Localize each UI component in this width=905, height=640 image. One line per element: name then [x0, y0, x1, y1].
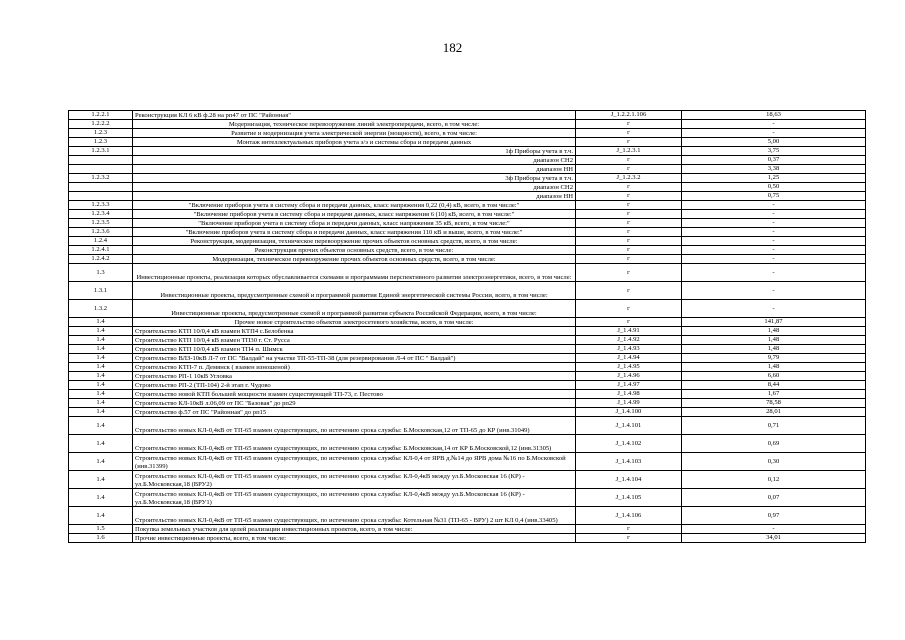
row-value: 28,01 — [682, 408, 866, 417]
row-unit: J_1.2.3.1 — [576, 147, 682, 156]
row-code — [69, 165, 133, 174]
table-row — [69, 219, 866, 228]
row-value: 0,71 — [682, 417, 866, 435]
row-value: - — [682, 129, 866, 138]
row-code: 1.4 — [69, 327, 133, 336]
row-code: 1.4 — [69, 399, 133, 408]
table-row — [69, 336, 866, 345]
row-value: 0,37 — [682, 156, 866, 165]
row-value: - — [682, 120, 866, 129]
row-name: Строительство новых КЛ-0,4кВ от ТП-65 взамен существующих, по истечению срока службы: Б.Московская,12 от ТП-65 до КР (инв.31049) — [133, 417, 576, 435]
row-name: диапазон НН — [133, 165, 576, 174]
row-name: Покупка земельных участков для целей реализации инвестиционных проектов, всего, в том числе: — [133, 525, 576, 534]
table-row — [69, 237, 866, 246]
row-name: Монтаж интеллектуальных приборов учета э/э и системы сбора и передачи данных — [133, 138, 576, 147]
row-unit: г — [576, 201, 682, 210]
row-value: - — [682, 300, 866, 318]
row-unit: г — [576, 255, 682, 264]
table-row — [69, 453, 866, 471]
row-value: - — [682, 246, 866, 255]
table-row — [69, 471, 866, 489]
row-name: Модернизация, техническое перевооружение линий электропередачи, всего, в том числе: — [133, 120, 576, 129]
table-row — [69, 507, 866, 525]
table-row — [69, 381, 866, 390]
row-code: 1.2.2.2 — [69, 120, 133, 129]
row-value: - — [682, 210, 866, 219]
row-unit: г — [576, 237, 682, 246]
row-value: 1,48 — [682, 336, 866, 345]
row-unit: J_1.4.98 — [576, 390, 682, 399]
row-unit: г — [576, 138, 682, 147]
table-row — [69, 408, 866, 417]
row-value: - — [682, 525, 866, 534]
row-name: Строительство КТП-7 п. Демянск ( взамен изношеной) — [133, 363, 576, 372]
investment-table — [68, 110, 866, 543]
row-name: диапазон СН2 — [133, 156, 576, 165]
row-name: Строительство новых КЛ-0,4кВ от ТП-65 взамен существующих, по истечению срока службы: Б.Московская,14 от КР Б.Московской,12 (инв.31305) — [133, 435, 576, 453]
row-unit: J_1.4.95 — [576, 363, 682, 372]
table-row — [69, 246, 866, 255]
table-row — [69, 201, 866, 210]
row-code: 1.2.3.6 — [69, 228, 133, 237]
row-unit: г — [576, 534, 682, 543]
row-code: 1.4 — [69, 363, 133, 372]
row-name: диапазон НН — [133, 192, 576, 201]
table-row — [69, 174, 866, 183]
table-row — [69, 435, 866, 453]
row-code: 1.6 — [69, 534, 133, 543]
row-name: Строительство новых КЛ-0,4кВ от ТП-65 взамен существующих, по истечению срока службы: КЛ-0,4кВ между ул.Б.Московская 16 (КР) - ул.Б.Московская,18 (ВРУ2) — [133, 471, 576, 489]
row-name: Развитие и модернизация учета электрической энергии (мощности), всего, в том числе: — [133, 129, 576, 138]
row-value: 141,87 — [682, 318, 866, 327]
row-name: 3ф Приборы учета в т.ч. — [133, 174, 576, 183]
row-unit: г — [576, 282, 682, 300]
row-name: Строительство РП-1 10кВ Угловка — [133, 372, 576, 381]
row-value: 0,50 — [682, 183, 866, 192]
row-code: 1.4 — [69, 336, 133, 345]
row-code: 1.2.4.2 — [69, 255, 133, 264]
row-value: 0,97 — [682, 507, 866, 525]
row-value: 1,48 — [682, 363, 866, 372]
row-code: 1.2.4 — [69, 237, 133, 246]
table-row — [69, 390, 866, 399]
row-unit: г — [576, 210, 682, 219]
row-code: 1.2.3 — [69, 129, 133, 138]
row-code: 1.3 — [69, 264, 133, 282]
table-row — [69, 354, 866, 363]
row-value: 0,75 — [682, 192, 866, 201]
row-name: Инвестиционные проекты, реализация которых обуславливается схемами и программами перспективного развития электроэнергетики, всего, в том числе: — [133, 264, 576, 282]
row-code: 1.4 — [69, 417, 133, 435]
table-row — [69, 210, 866, 219]
table-row — [69, 165, 866, 174]
row-value: - — [682, 219, 866, 228]
row-name: диапазон СН2 — [133, 183, 576, 192]
row-code — [69, 156, 133, 165]
row-code: 1.4 — [69, 318, 133, 327]
row-value: 9,79 — [682, 354, 866, 363]
row-unit: г — [576, 129, 682, 138]
table-row — [69, 318, 866, 327]
row-value: 1,48 — [682, 327, 866, 336]
row-value: 0,07 — [682, 489, 866, 507]
row-name: "Включение приборов учета в систему сбора и передачи данных, класс напряжения 6 (10) кВ, всего, в том числе:" — [133, 210, 576, 219]
row-unit: J_1.4.101 — [576, 417, 682, 435]
row-code: 1.2.4.1 — [69, 246, 133, 255]
row-value: 0,69 — [682, 435, 866, 453]
row-code: 1.2.2.1 — [69, 111, 133, 120]
row-value: 1,25 — [682, 174, 866, 183]
row-value: - — [682, 237, 866, 246]
row-name: Реконструкция прочих объектов основных средств, всего, в том числе: — [133, 246, 576, 255]
table-body — [69, 111, 866, 543]
row-code: 1.4 — [69, 381, 133, 390]
row-unit: г — [576, 525, 682, 534]
table-row — [69, 192, 866, 201]
row-code: 1.2.3 — [69, 138, 133, 147]
row-name: Инвестиционные проекты, предусмотренные схемой и программой развития Единой энергетической системы России, всего, в том числе: — [133, 282, 576, 300]
row-value: - — [682, 201, 866, 210]
table-row — [69, 345, 866, 354]
table-row — [69, 525, 866, 534]
table-row — [69, 228, 866, 237]
row-code: 1.3.2 — [69, 300, 133, 318]
row-code — [69, 183, 133, 192]
row-value: 34,01 — [682, 534, 866, 543]
row-name: 1ф Приборы учета в т.ч. — [133, 147, 576, 156]
row-name: Строительство ВЛЗ-10кВ Л-7 от ПС "Валдай" на участке ТП-55-ТП-38 (для резервирования Л-4 от ПС " Валдай") — [133, 354, 576, 363]
table-row — [69, 147, 866, 156]
row-unit: J_1.4.102 — [576, 435, 682, 453]
row-unit: г — [576, 192, 682, 201]
row-value: 5,00 — [682, 138, 866, 147]
row-unit: J_1.4.99 — [576, 399, 682, 408]
row-name: Инвестиционные проекты, предусмотренные схемой и программой развития субъекта Российской Федерации, всего, в том числе: — [133, 300, 576, 318]
row-unit: г — [576, 120, 682, 129]
row-code: 1.4 — [69, 345, 133, 354]
table-row — [69, 363, 866, 372]
row-code: 1.4 — [69, 372, 133, 381]
row-code: 1.4 — [69, 489, 133, 507]
row-unit: J_1.4.96 — [576, 372, 682, 381]
row-unit: г — [576, 165, 682, 174]
row-name: Прочие инвестиционные проекты, всего, в том числе: — [133, 534, 576, 543]
row-code: 1.4 — [69, 453, 133, 471]
row-name: Строительство новых КЛ-0,4кВ от ТП-65 взамен существующих, по истечению срока службы: КЛ-0,4 от ЯРВ д.№14 до ЯРВ дома №16 по Б.Московской (инв.31399) — [133, 453, 576, 471]
page-number: 182 — [442, 40, 463, 55]
table-row — [69, 111, 866, 120]
row-code: 1.2.3.1 — [69, 147, 133, 156]
table-row — [69, 282, 866, 300]
row-value: 3,38 — [682, 165, 866, 174]
row-unit: J_1.4.92 — [576, 336, 682, 345]
row-code: 1.4 — [69, 507, 133, 525]
row-unit: г — [576, 156, 682, 165]
table-row — [69, 255, 866, 264]
table-row — [69, 129, 866, 138]
table-row — [69, 372, 866, 381]
row-value: 8,44 — [682, 381, 866, 390]
row-unit: J_1.4.91 — [576, 327, 682, 336]
row-name: Модернизация, техническое перевооружение прочих объектов основных средств, всего, в том числе: — [133, 255, 576, 264]
table-row — [69, 489, 866, 507]
row-name: Строительство ф.57 от ПС "Районная" до рп15 — [133, 408, 576, 417]
row-name: Строительство новых КЛ-0,4кВ от ТП-65 взамен существующих, по истечению срока службы: КЛ-0,4кВ между ул.Б.Московская 16 (КР) - ул.Б.Московская,18 (ВРУ1) — [133, 489, 576, 507]
row-unit: г — [576, 183, 682, 192]
row-code — [69, 192, 133, 201]
row-unit: г — [576, 264, 682, 282]
row-name: Прочее новое строительство объектов электросетевого хозяйства, всего, в том числе: — [133, 318, 576, 327]
row-code: 1.4 — [69, 471, 133, 489]
row-code: 1.4 — [69, 354, 133, 363]
row-value: 6,60 — [682, 372, 866, 381]
row-name: "Включение приборов учета в систему сбора и передачи данных, класс напряжения 0,22 (0,4) кВ, всего, в том числе:" — [133, 201, 576, 210]
row-unit: г — [576, 318, 682, 327]
row-unit: г — [576, 219, 682, 228]
table-row — [69, 534, 866, 543]
row-name: "Включение приборов учета в систему сбора и передачи данных, класс напряжения 35 кВ, всего, в том числе:" — [133, 219, 576, 228]
row-name: Строительство РП-2 (ТП-104) 2-й этап г. Чудово — [133, 381, 576, 390]
row-unit: J_1.4.94 — [576, 354, 682, 363]
row-unit: J_1.4.93 — [576, 345, 682, 354]
row-unit: J_1.4.106 — [576, 507, 682, 525]
row-code: 1.4 — [69, 390, 133, 399]
table-row — [69, 138, 866, 147]
row-code: 1.4 — [69, 435, 133, 453]
row-code: 1.2.3.3 — [69, 201, 133, 210]
row-name: Реконструкция, модернизация, техническое перевооружение прочих объектов основных средств, всего, в том числе: — [133, 237, 576, 246]
row-code: 1.2.3.2 — [69, 174, 133, 183]
row-value: 0,12 — [682, 471, 866, 489]
table-row — [69, 399, 866, 408]
row-name: Строительство КТП 10/0,4 кВ взамен ТП30 г. Ст. Русса — [133, 336, 576, 345]
row-unit: J_1.4.104 — [576, 471, 682, 489]
row-name: Строительство КЛ-10кВ л.06,09 от ПС "Базовая" до рп29 — [133, 399, 576, 408]
row-name: Строительство КТП 10/0,4 кВ взамен ТП4 п. Шимск — [133, 345, 576, 354]
row-code: 1.5 — [69, 525, 133, 534]
row-unit: г — [576, 300, 682, 318]
row-value: - — [682, 255, 866, 264]
row-code: 1.2.3.5 — [69, 219, 133, 228]
row-value: 78,58 — [682, 399, 866, 408]
row-value: 18,63 — [682, 111, 866, 120]
table-row — [69, 183, 866, 192]
row-code: 1.3.1 — [69, 282, 133, 300]
row-name: Строительство новых КЛ-0,4кВ от ТП-65 взамен существующих, по истечению срока службы: Котельная №31 (ТП-65 - ВРУ) 2 шт КЛ 0,4 (инв.33405) — [133, 507, 576, 525]
row-value: - — [682, 264, 866, 282]
row-value: 1,67 — [682, 390, 866, 399]
row-unit: J_1.4.100 — [576, 408, 682, 417]
row-name: Строительство новой КТП большей мощности взамен существующей ТП-73, г. Пестово — [133, 390, 576, 399]
table-row — [69, 264, 866, 282]
row-value: - — [682, 282, 866, 300]
row-unit: г — [576, 228, 682, 237]
row-name: "Включение приборов учета в систему сбора и передачи данных, класс напряжения 110 кВ и выше, всего, в том числе:" — [133, 228, 576, 237]
row-unit: J_1.4.105 — [576, 489, 682, 507]
table-row — [69, 120, 866, 129]
row-name: Реконструкция КЛ 6 кВ ф.28 на рп47 от ПС "Районная" — [133, 111, 576, 120]
row-code: 1.4 — [69, 408, 133, 417]
table-row — [69, 327, 866, 336]
row-unit: г — [576, 246, 682, 255]
row-value: 1,48 — [682, 345, 866, 354]
row-unit: J_1.2.2.1.106 — [576, 111, 682, 120]
row-value: 3,75 — [682, 147, 866, 156]
row-value: - — [682, 228, 866, 237]
table-row — [69, 300, 866, 318]
row-unit: J_1.4.97 — [576, 381, 682, 390]
table-row — [69, 417, 866, 435]
row-code: 1.2.3.4 — [69, 210, 133, 219]
row-unit: J_1.2.3.2 — [576, 174, 682, 183]
row-unit: J_1.4.103 — [576, 453, 682, 471]
row-name: Строительство КТП 10/0,4 кВ взамен КТП4 с.Белобенка — [133, 327, 576, 336]
row-value: 0,30 — [682, 453, 866, 471]
table-row — [69, 156, 866, 165]
